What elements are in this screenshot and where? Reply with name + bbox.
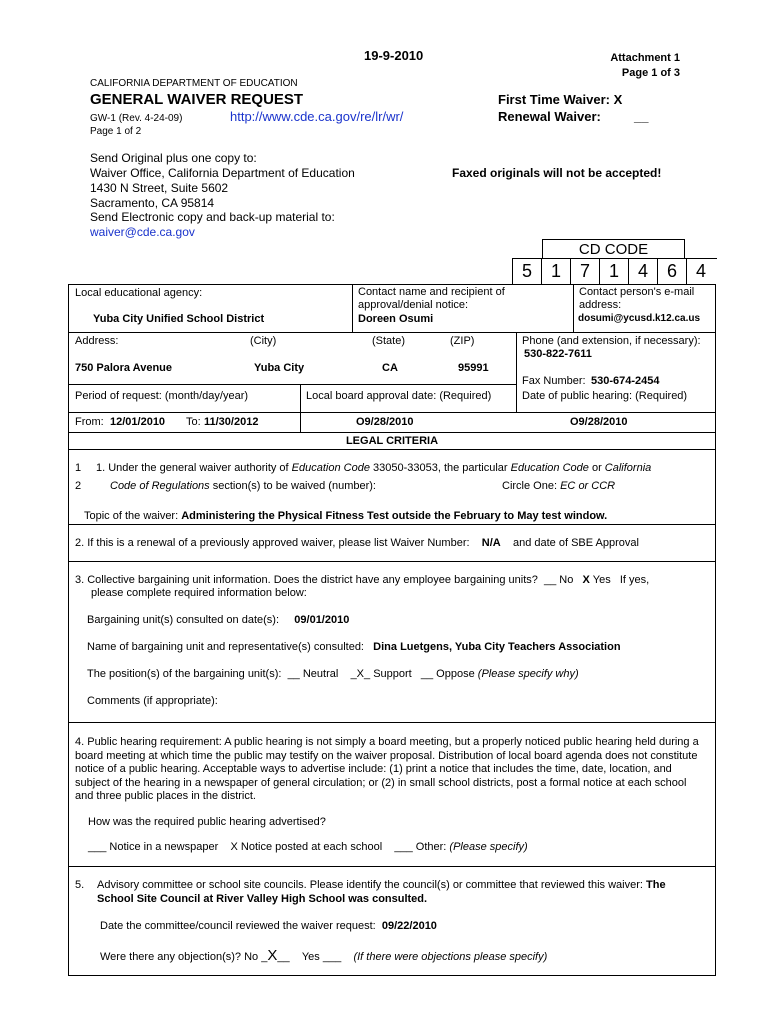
state-label: (State) bbox=[372, 335, 406, 347]
city-label: (City) bbox=[250, 335, 277, 347]
cd-code-digit: 1 bbox=[550, 261, 561, 281]
q3-instruction: please complete required information below: bbox=[91, 587, 307, 599]
cd-code-label: CD CODE bbox=[542, 239, 685, 259]
waiver-topic: Topic of the waiver: Administering the Physical Fitness Test outside the February to May test window. bbox=[84, 510, 608, 522]
city-value: Yuba City bbox=[254, 362, 305, 374]
cd-code-digit: 4 bbox=[637, 261, 648, 281]
q2-renewal: 2. If this is a renewal of a previously approved waiver, please list Waiver Number: N/A and date of SBE Approval bbox=[75, 537, 639, 549]
zip-value: 95991 bbox=[458, 362, 489, 374]
form-url-link[interactable]: http://www.cde.ca.gov/re/lr/wr/ bbox=[230, 109, 404, 124]
email-label: Contact person's e-mail address: bbox=[579, 286, 695, 311]
q3-comments-label: Comments (if appropriate): bbox=[87, 695, 218, 707]
zip-label: (ZIP) bbox=[450, 335, 475, 347]
q3-yes-option[interactable]: Yes bbox=[592, 574, 611, 586]
send-line-3: 1430 N Street, Suite 5602 bbox=[90, 181, 229, 195]
q4-options: ___ Notice in a newspaper X Notice posted at each school ___ Other: (Please specify) bbox=[88, 841, 528, 853]
cd-code-digit: 5 bbox=[521, 261, 532, 281]
send-line-5: Send Electronic copy and back-up material to: bbox=[90, 210, 335, 224]
contact-value: Doreen Osumi bbox=[358, 313, 434, 325]
form-id: GW-1 (Rev. 4-24-09) bbox=[90, 113, 183, 124]
attachment-page: Page 1 of 3 bbox=[621, 67, 680, 79]
cd-code-digit: 4 bbox=[695, 261, 706, 281]
q3-support-option[interactable]: _X_ Support bbox=[350, 668, 412, 680]
q3-unit-name-value: Dina Luetgens, Yuba City Teachers Association bbox=[373, 641, 621, 653]
waiver-topic-value: Administering the Physical Fitness Test outside the February to May test window. bbox=[181, 510, 608, 522]
cd-code-digit: 6 bbox=[666, 261, 677, 281]
q3-no-option[interactable]: __ No bbox=[544, 574, 574, 586]
q4-public-hearing-text: 4. Public hearing requirement: A public hearing is not simply a board meeting, but a properly noticed public hearing held during a board meeting at which time the public may testify on the waiver proposal. Distribution of local board agenda does not constitute notice of a public hearing. Acceptable ways to advertise include: (1) print a notice that includes the time, date, location, and subject of the hearing in a newspaper of general circulation; or (2) in small school districts, post a formal notice at each school and three public places in the district. bbox=[75, 736, 699, 803]
q4-question: How was the required public hearing advertised? bbox=[88, 816, 326, 828]
board-date-value: O9/28/2010 bbox=[356, 416, 414, 428]
waiver-email-link[interactable]: waiver@cde.ca.gov bbox=[90, 225, 195, 239]
renewal-waiver-value: __ bbox=[634, 109, 649, 124]
q4-other-option[interactable]: ___ Other: bbox=[394, 841, 447, 853]
renewal-waiver-label: Renewal Waiver: bbox=[498, 109, 601, 124]
send-line-4: Sacramento, CA 95814 bbox=[90, 196, 215, 210]
q4-newspaper-option[interactable]: ___ Notice in a newspaper bbox=[88, 841, 219, 853]
q5-text: Advisory committee or school site councils. Please identify the council(s) or committee that reviewed this waiver: The School Site Council at River Valley High School was consulted. bbox=[97, 879, 666, 905]
circle-ec-option[interactable]: EC bbox=[560, 480, 576, 492]
q3-unit-name: Name of bargaining unit and representative(s) consulted: Dina Luetgens, Yuba City Teachers Association bbox=[87, 641, 621, 653]
circle-ccr-option[interactable]: CCR bbox=[591, 480, 616, 492]
email-value: dosumi@ycusd.k12.ca.us bbox=[578, 313, 701, 324]
legal-line-2: Code of Regulations section(s) to be waived (number): bbox=[110, 480, 376, 492]
q5-review-date-value: 09/22/2010 bbox=[381, 920, 437, 932]
first-time-waiver: First Time Waiver: X bbox=[498, 92, 623, 107]
send-line-1: Send Original plus one copy to: bbox=[90, 151, 257, 165]
q5-council-value: The School Site Council at River Valley High School was consulted. bbox=[97, 879, 666, 905]
q4-posted-option[interactable]: X Notice posted at each school bbox=[230, 841, 383, 853]
legal-num-2: 2 bbox=[75, 480, 82, 492]
q5-review-date: Date the committee/council reviewed the waiver request: 09/22/2010 bbox=[100, 920, 437, 932]
department-name: CALIFORNIA DEPARTMENT OF EDUCATION bbox=[90, 78, 298, 89]
circle-one: Circle One: EC or CCR bbox=[502, 480, 616, 492]
q3-neutral-option[interactable]: __ Neutral bbox=[287, 668, 339, 680]
phone-value: 530-822-7611 bbox=[524, 348, 592, 360]
legal-line-1: 1. Under the general waiver authority of Education Code 33050-33053, the particular Education Code or California bbox=[96, 462, 652, 474]
q5-objections: Were there any objection(s)? No _X__ Yes ___ (If there were objections please specify) bbox=[100, 947, 548, 964]
contact-label: Contact name and recipient of approval/denial notice: bbox=[358, 286, 505, 311]
lea-label: Local educational agency: bbox=[75, 287, 203, 299]
form-title: GENERAL WAIVER REQUEST bbox=[90, 91, 304, 108]
lea-value: Yuba City Unified School District bbox=[93, 313, 265, 325]
state-value: CA bbox=[382, 362, 398, 374]
q5-yes-option[interactable]: Yes ___ bbox=[301, 951, 342, 963]
period-label: Period of request: (month/day/year) bbox=[75, 390, 249, 402]
cd-code-digit: 7 bbox=[579, 261, 590, 281]
fax-value: 530-674-2454 bbox=[591, 375, 660, 387]
phone-label: Phone (and extension, if necessary): bbox=[522, 335, 701, 347]
legal-criteria-heading: LEGAL CRITERIA bbox=[345, 435, 439, 447]
from-value: 12/01/2010 bbox=[110, 416, 166, 428]
q3-dates: Bargaining unit(s) consulted on date(s): 09/01/2010 bbox=[87, 614, 350, 626]
to-value: 11/30/2012 bbox=[204, 416, 259, 428]
attachment-label: Attachment 1 bbox=[610, 52, 680, 64]
document-date: 19-9-2010 bbox=[364, 48, 424, 63]
q5-number: 5. bbox=[75, 879, 85, 891]
q2-waiver-number: N/A bbox=[481, 537, 501, 549]
form-page: Page 1 of 2 bbox=[90, 126, 142, 137]
q3-oppose-option[interactable]: __ Oppose bbox=[420, 668, 475, 680]
to-label: To: bbox=[186, 416, 201, 428]
hearing-date-value: O9/28/2010 bbox=[570, 416, 628, 428]
legal-num-1: 1 bbox=[75, 462, 82, 474]
from-label: From: bbox=[75, 416, 104, 428]
send-line-2: Waiver Office, California Department of Education bbox=[90, 166, 355, 180]
q3-position: The position(s) of the bargaining unit(s): __ Neutral _X_ Support __ Oppose (Please specify why) bbox=[87, 668, 579, 680]
fax-warning: Faxed originals will not be accepted! bbox=[452, 166, 662, 180]
fax-label: Fax Number: bbox=[522, 375, 586, 387]
cd-code-digit: 1 bbox=[608, 261, 619, 281]
q3-dates-value: 09/01/2010 bbox=[294, 614, 350, 626]
address-label: Address: bbox=[75, 335, 119, 347]
street-value: 750 Palora Avenue bbox=[75, 362, 173, 374]
hearing-date-label: Date of public hearing: (Required) bbox=[522, 390, 688, 402]
q5-no-option[interactable]: No _X__ bbox=[244, 947, 290, 964]
q3-bargaining-question: 3. Collective bargaining unit information. Does the district have any employee bargaining units? __ No X Yes If yes, bbox=[75, 574, 650, 586]
board-date-label: Local board approval date: (Required) bbox=[306, 390, 492, 402]
